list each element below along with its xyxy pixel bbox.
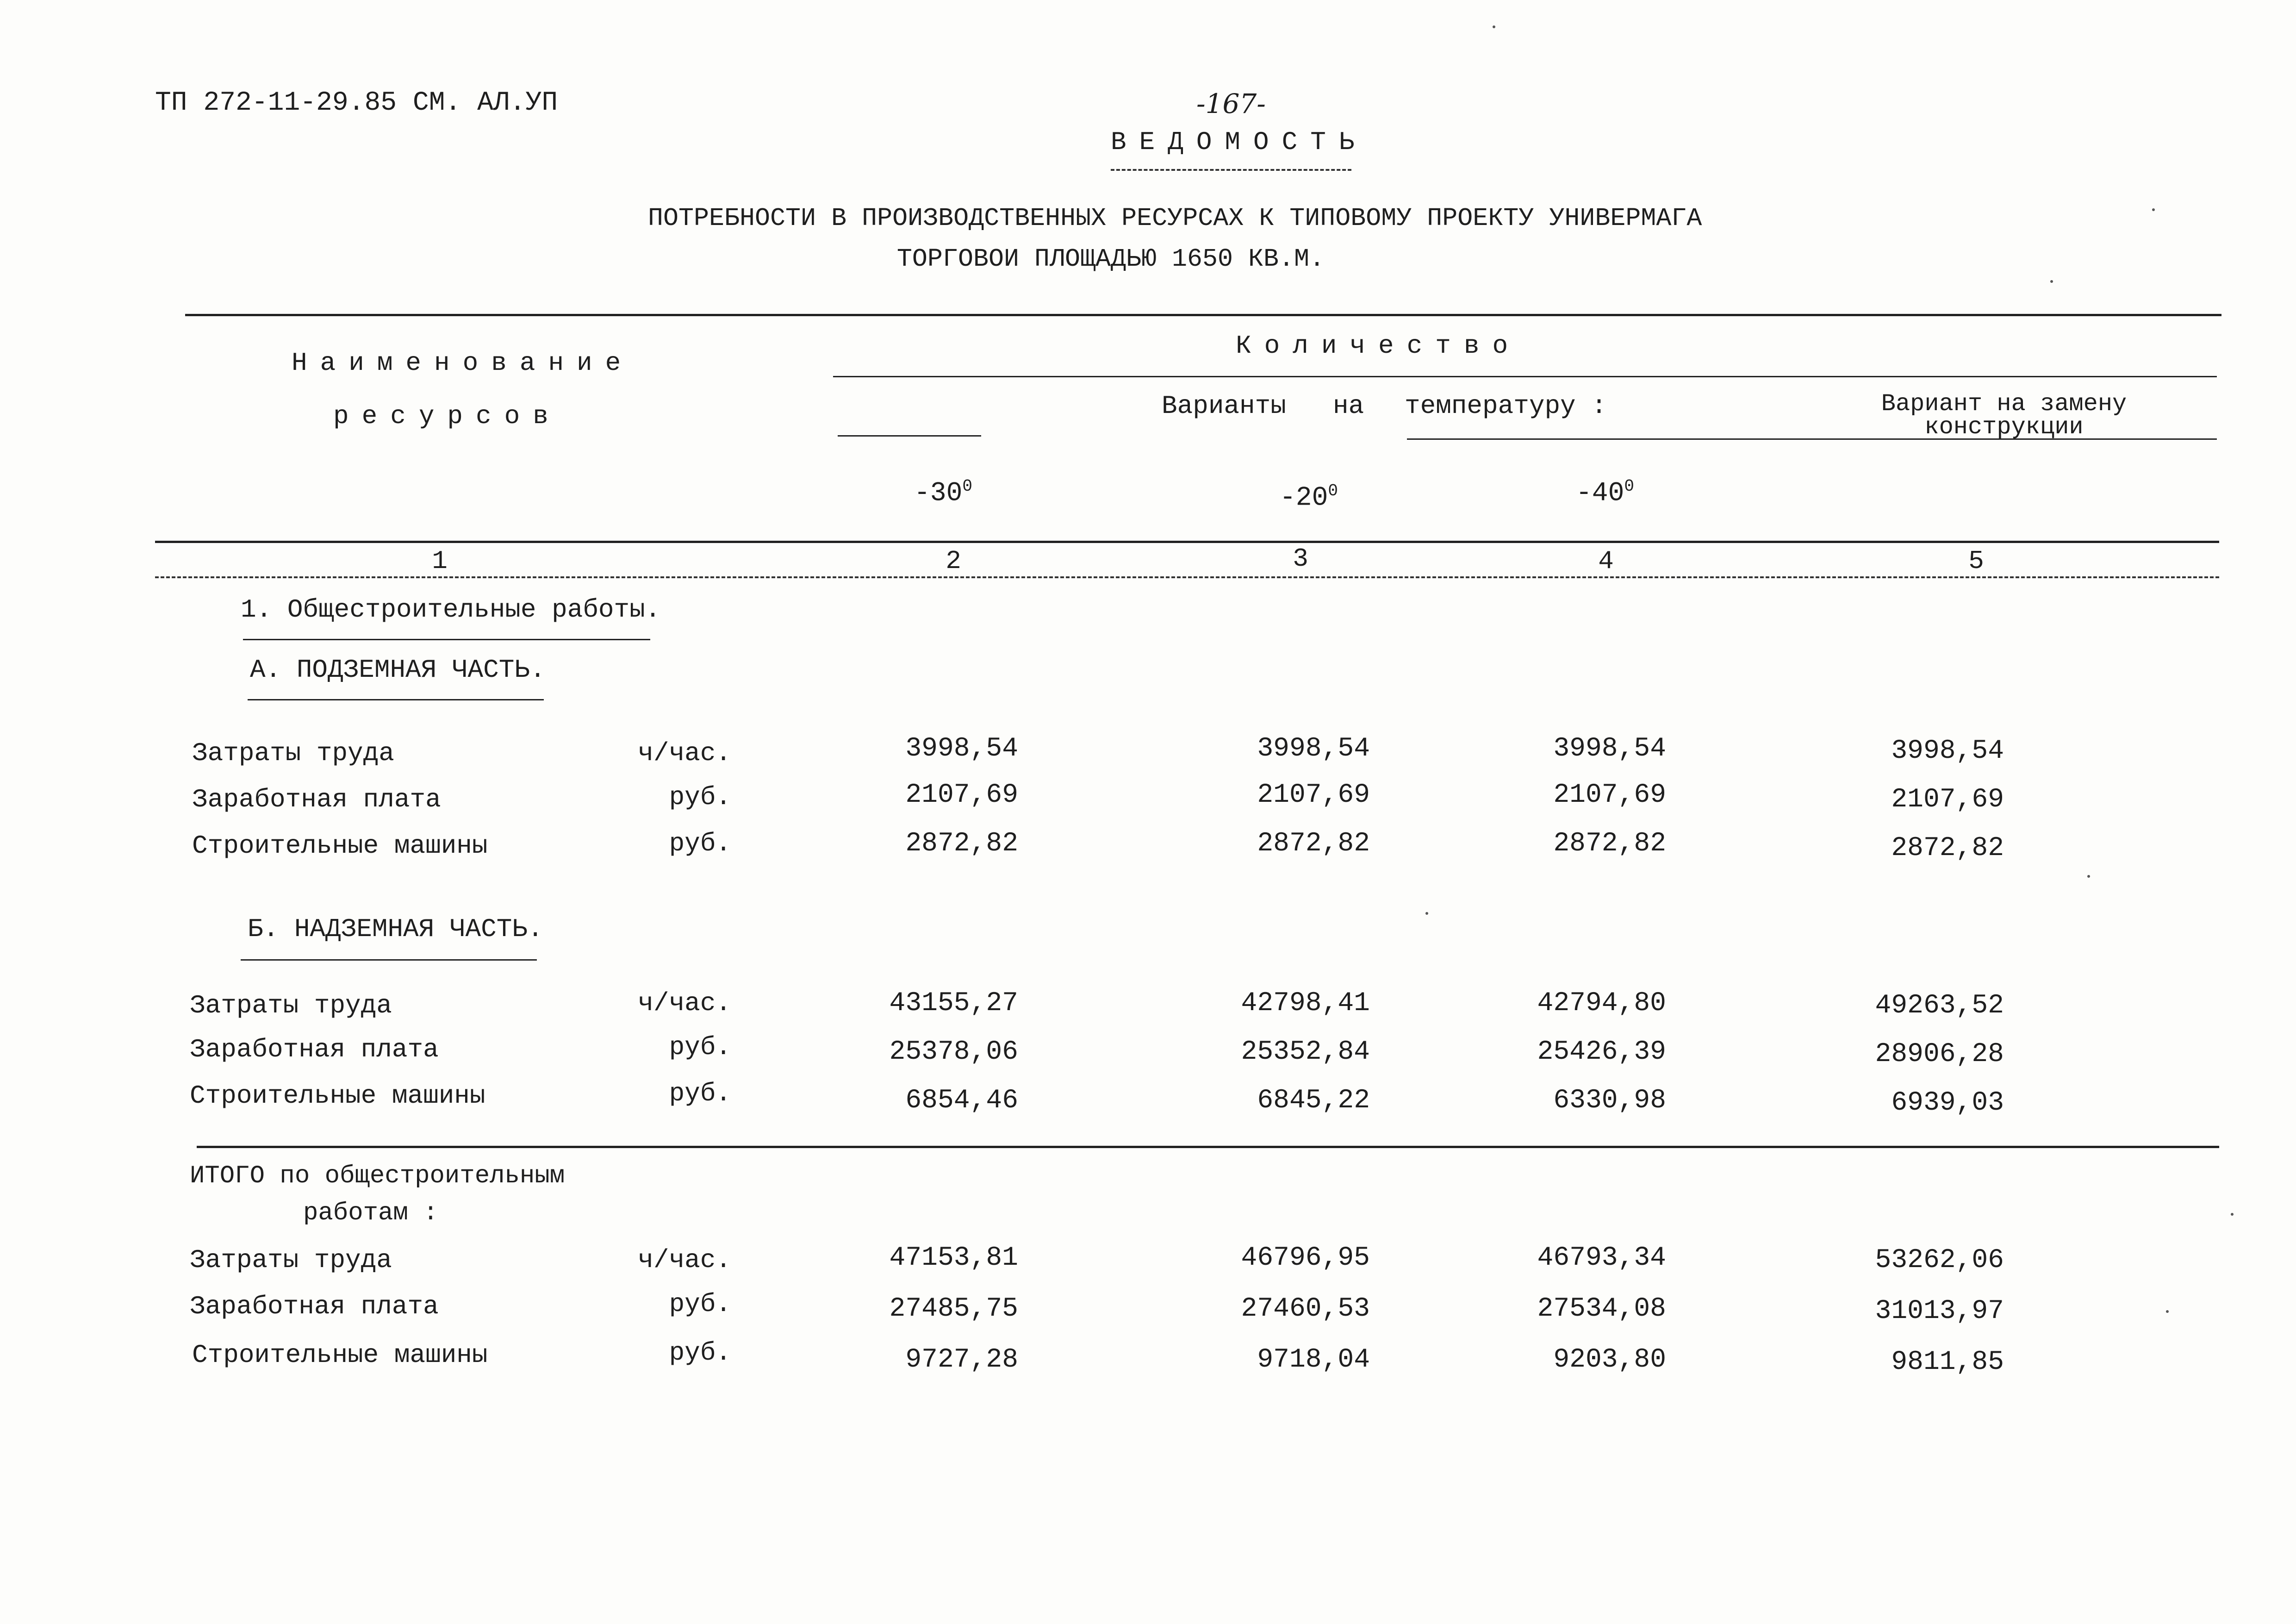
row-value-col4: 27534,08 — [1537, 1294, 1666, 1324]
header-quantity: Количество — [1236, 331, 1521, 361]
temp-40-value: -40 — [1576, 478, 1624, 509]
row-unit: ч/час. — [638, 1245, 731, 1275]
page-number: -167- — [1196, 88, 1266, 119]
row-name: Строительные машины — [192, 1340, 488, 1370]
title-underline — [1111, 169, 1351, 171]
total-label-line2: работам : — [303, 1199, 438, 1227]
row-value-col2: 9727,28 — [905, 1345, 1018, 1375]
scan-speck — [1425, 912, 1428, 915]
row-value-col2: 27485,75 — [889, 1294, 1018, 1324]
header-temp-30 — [914, 477, 972, 508]
row-unit: руб. — [669, 1079, 731, 1108]
document-subtitle-line1: ПОТРЕБНОСТИ В ПРОИЗВОДСТВЕННЫХ РЕСУРСАХ К ТИПОВОМУ ПРОЕКТУ УНИВЕРМАГА — [648, 204, 1702, 233]
section-underground: А. ПОДЗЕМНАЯ ЧАСТЬ. — [250, 655, 546, 685]
temp-30-value: -30 — [914, 478, 963, 509]
row-value-col3: 2107,69 — [1257, 780, 1370, 810]
scan-speck — [1493, 25, 1495, 28]
row-value-col5: 28906,28 — [1875, 1039, 2004, 1069]
section-general: 1. Общестроительные работы. — [241, 595, 661, 625]
variants-rule-left — [838, 435, 981, 437]
row-unit: руб. — [669, 1338, 731, 1368]
header-replace-line2: конструкции — [1924, 413, 2084, 441]
temp-20-value: -20 — [1280, 483, 1328, 513]
row-value-col5: 31013,97 — [1875, 1296, 2004, 1326]
document-title: ВЕДОМОСТЬ — [1111, 127, 1368, 157]
row-value-col5: 49263,52 — [1875, 991, 2004, 1021]
row-value-col5: 2872,82 — [1891, 833, 2004, 863]
row-value-col4: 9203,80 — [1553, 1345, 1666, 1375]
row-value-col2: 3998,54 — [905, 734, 1018, 764]
degree-sign: 0 — [1624, 477, 1635, 496]
row-value-col5: 53262,06 — [1875, 1245, 2004, 1275]
row-name: Строительные машины — [192, 831, 488, 861]
row-value-col3: 2872,82 — [1257, 829, 1370, 859]
row-value-col5: 9811,85 — [1891, 1347, 2004, 1377]
document-code: ТП 272-11-29.85 СМ. АЛ.УП — [155, 88, 558, 118]
row-unit: руб. — [669, 1289, 731, 1319]
table-top-rule — [185, 314, 2221, 316]
col-numbers-rule — [155, 576, 2219, 578]
row-unit: руб. — [669, 829, 731, 858]
header-variants: Варианты — [1162, 391, 1286, 421]
row-value-col5: 6939,03 — [1891, 1088, 2004, 1118]
row-name: Затраты труда — [192, 738, 394, 768]
row-unit: ч/час. — [638, 988, 731, 1018]
row-value-col4: 2107,69 — [1553, 780, 1666, 810]
header-name-line1: Наименование — [292, 348, 634, 378]
col-number-5: 5 — [1968, 546, 1984, 576]
row-value-col2: 2872,82 — [905, 829, 1018, 859]
header-variants-na: на — [1333, 391, 1364, 421]
row-name: Заработная плата — [190, 1035, 439, 1064]
document-subtitle-line2: ТОРГОВОИ ПЛОЩАДЬЮ 1650 КВ.М. — [896, 244, 1325, 274]
col-number-2: 2 — [946, 546, 961, 576]
scan-speck — [2231, 1213, 2234, 1216]
scan-speck — [2166, 1310, 2169, 1313]
col-number-1: 1 — [432, 546, 448, 576]
row-name: Строительные машины — [190, 1081, 485, 1111]
col-number-3: 3 — [1293, 544, 1308, 574]
row-value-col5: 2107,69 — [1891, 785, 2004, 815]
row-value-col3: 6845,22 — [1257, 1086, 1370, 1116]
row-value-col2: 47153,81 — [889, 1243, 1018, 1273]
row-value-col3: 25352,84 — [1241, 1037, 1370, 1067]
section-aboveground: Б. НАДЗЕМНАЯ ЧАСТЬ. — [248, 914, 543, 944]
header-temp-40 — [1576, 477, 1634, 508]
header-temp-20 — [1280, 481, 1338, 513]
row-name: Затраты труда — [190, 1245, 392, 1275]
variants-rule-right — [1407, 438, 2217, 440]
row-name: Заработная плата — [190, 1292, 439, 1321]
row-name: Заработная плата — [192, 785, 441, 814]
row-value-col3: 42798,41 — [1241, 988, 1370, 1018]
row-name: Затраты труда — [190, 991, 392, 1020]
row-value-col3: 27460,53 — [1241, 1294, 1370, 1324]
col-number-4: 4 — [1598, 546, 1614, 576]
header-name-line2: ресурсов — [333, 401, 561, 431]
row-unit: руб. — [669, 782, 731, 812]
row-unit: руб. — [669, 1032, 731, 1062]
section-underground-underline — [248, 699, 544, 700]
total-separator-rule — [197, 1146, 2219, 1148]
row-value-col4: 2872,82 — [1553, 829, 1666, 859]
scan-speck — [2152, 208, 2155, 211]
row-value-col2: 25378,06 — [889, 1037, 1018, 1067]
row-value-col4: 3998,54 — [1553, 734, 1666, 764]
row-unit: ч/час. — [638, 738, 731, 768]
row-value-col2: 2107,69 — [905, 780, 1018, 810]
header-variants-temp: температуру : — [1405, 391, 1607, 421]
scan-speck — [2050, 280, 2053, 283]
header-replace-line1: Вариант на замену — [1881, 390, 2127, 418]
row-value-col3: 9718,04 — [1257, 1345, 1370, 1375]
row-value-col4: 46793,34 — [1537, 1243, 1666, 1273]
total-label-line1: ИТОГО по общестроительным — [190, 1162, 565, 1190]
scan-speck — [2087, 875, 2090, 878]
section-general-underline — [243, 639, 650, 640]
row-value-col4: 6330,98 — [1553, 1086, 1666, 1116]
row-value-col2: 43155,27 — [889, 988, 1018, 1018]
row-value-col4: 25426,39 — [1537, 1037, 1666, 1067]
section-aboveground-underline — [241, 959, 537, 961]
row-value-col2: 6854,46 — [905, 1086, 1018, 1116]
row-value-col4: 42794,80 — [1537, 988, 1666, 1018]
header-bottom-rule — [155, 541, 2219, 543]
row-value-col3: 46796,95 — [1241, 1243, 1370, 1273]
row-value-col5: 3998,54 — [1891, 736, 2004, 766]
degree-sign: 0 — [1328, 481, 1338, 500]
degree-sign: 0 — [962, 477, 973, 496]
row-value-col3: 3998,54 — [1257, 734, 1370, 764]
quantity-rule — [833, 376, 2217, 377]
